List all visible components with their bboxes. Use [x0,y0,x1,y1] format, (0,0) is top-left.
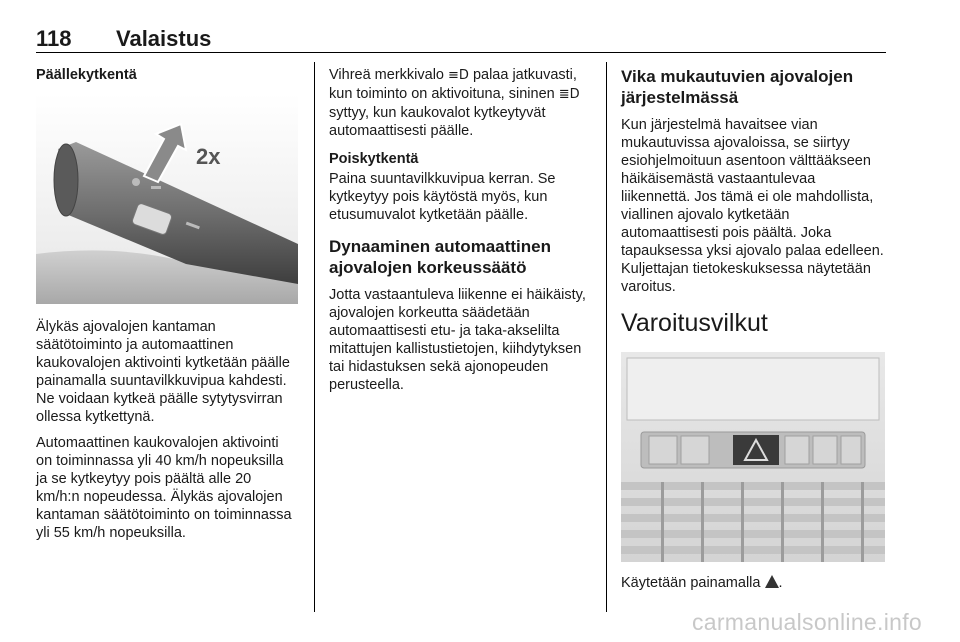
paragraph: Paina suuntavilkkuvipua kerran. Se kytkeytyy pois käytöstä myös, kun etusumuvalot kytketään päälle. [329,171,556,223]
paragraph: Kun järjestelmä havaitsee vian mukautuvissa ajovaloissa, se siirtyy esiohjelmoituun asentoon välttääkseen häikäisemästä vastaantulevaa liikennettä. Jos tämä ei ole mahdollista, viallinen ajovalo kytketään automaattisesti pois päältä. Joka tapauksessa yksi ajovalo palaa edelleen. Kuljettajan tietokeskuksessa näytetään varoitus. [621,117,884,295]
heading-switch-off: Poiskytkentä [329,151,419,167]
page-header [36,26,886,52]
watermark: carmanualsonline.info [691,609,922,635]
text-span: palaa jatkuvasti, kun toiminto on aktivoituna, sininen [329,67,577,102]
column-3 [621,66,885,600]
figure-label-2x: 2x [196,144,221,169]
column-divider [314,62,315,612]
lever-end-cap [54,144,78,216]
adaptive-light-indicator-icon: ≡D [448,68,469,83]
heading-fault: Vika mukautuvien ajovalojen järjestelmässä [621,67,854,107]
display-screen [627,358,879,420]
heading-switch-on: Päällekytkentä [36,67,137,83]
paragraph: Jotta vastaantuleva liikenne ei häikäisty, ajovalojen korkeutta säädetään automaattisesti etu- ja taka-akselilta mitattujen kallistustietojen, kiihdytyksen tai hidastuksen sekä ajonopeuden perusteella. [329,287,586,393]
turn-signal-lever-figure [36,94,298,304]
text-span: Käytetään painamalla [621,575,765,591]
header-rule [36,52,886,53]
paragraph: Automaattinen kaukovalojen aktivointi on toiminnassa yli 40 km/h nopeuksilla ja se kytkeytyy pois päältä alle 20 km/h:n nopeudessa. Älykäs ajovalojen kantaman säätötoiminto on toiminnassa yli 55 km/h nopeuksilla. [36,435,292,541]
hazard-switch-figure [621,352,885,562]
text-span: syttyy, kun kaukovalot kytkeytyvät automaattisesti päälle. [329,105,546,139]
text-span: Vihreä merkkivalo [329,67,449,83]
section-title: Valaistus [116,26,212,51]
paragraph [329,66,591,140]
paragraph [621,574,885,592]
heading-dynamic-levelling: Dynaaminen automaattinen ajovalojen korkeussäätö [329,237,551,277]
column-1 [36,66,298,550]
paragraph: Älykäs ajovalojen kantaman säätötoiminto ja automaattinen kaukovalojen aktivointi kytketään päälle painamalla suuntavilkkuvipua kahdesti. Ne voidaan kytkeä päälle sytytysvirran ollessa kytkettynä. [36,319,290,425]
hazard-triangle-icon [765,575,779,588]
heading-hazard-lights: Varoitusvilkut [621,309,768,337]
page-number: 118 [36,26,72,51]
column-divider [606,62,607,612]
high-beam-indicator-icon: ≣D [558,87,580,102]
text-span: . [778,575,783,591]
column-2 [329,66,591,402]
